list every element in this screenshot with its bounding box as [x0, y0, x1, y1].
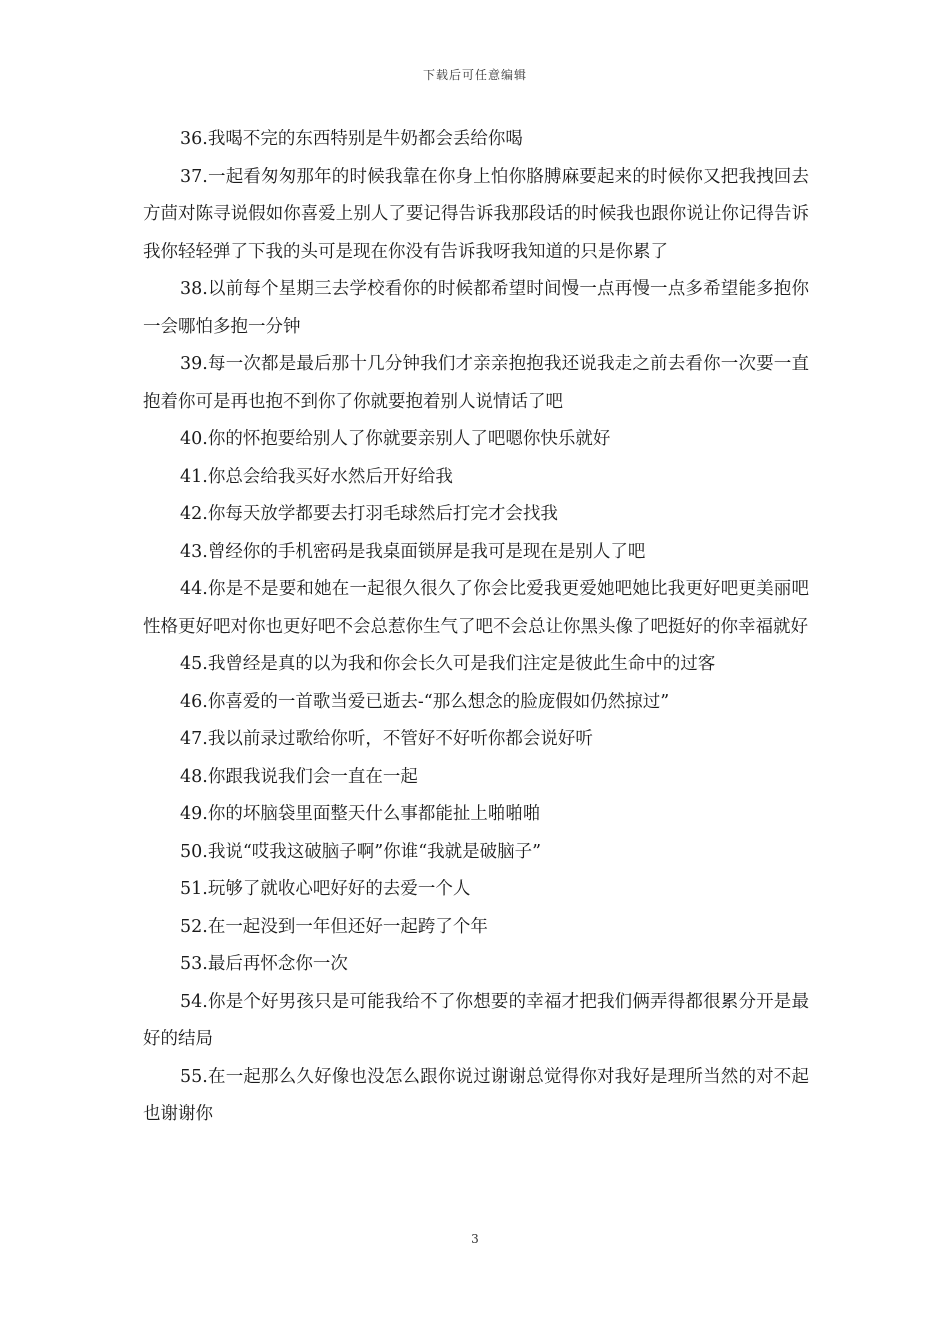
paragraph-54: 54.你是个好男孩只是可能我给不了你想要的幸福才把我们俩弄得都很累分开是最好的结局 — [143, 991, 809, 1049]
page-number: 3 — [471, 1232, 479, 1246]
paragraph-45: 45.我曾经是真的以为我和你会长久可是我们注定是彼此生命中的过客 — [180, 654, 716, 674]
paragraph-43: 43.曾经你的手机密码是我桌面锁屏是我可是现在是别人了吧 — [180, 541, 646, 562]
paragraph-50: 50.我说“哎我这破脑子啊”你谁“我就是破脑子” — [180, 841, 542, 862]
paragraph-38: 38.以前每个星期三去学校看你的时候都希望时间慢一点再慢一点多希望能多抱你一会哪怕多抱一分钟 — [143, 279, 809, 337]
paragraph-49: 49.你的坏脑袋里面整天什么事都能扯上啪啪啪 — [180, 804, 541, 824]
paragraph-55: 55.在一起那么久好像也没怎么跟你说过谢谢总觉得你对我好是理所当然的对不起也谢谢你 — [143, 1066, 809, 1124]
paragraph-42: 42.你每天放学都要去打羽毛球然后打完才会找我 — [180, 504, 558, 524]
paragraph-52: 52.在一起没到一年但还好一起跨了个年 — [180, 916, 488, 937]
paragraph-47: 47.我以前录过歌给你听，不管好不好听你都会说好听 — [180, 729, 593, 749]
paragraph-40: 40.你的怀抱要给别人了你就要亲别人了吧嗯你快乐就好 — [180, 429, 611, 449]
paragraph-41: 41.你总会给我买好水然后开好给我 — [180, 466, 453, 487]
paragraph-53: 53.最后再怀念你一次 — [180, 954, 348, 974]
paragraph-48: 48.你跟我说我们会一直在一起 — [180, 766, 418, 787]
paragraph-51: 51.玩够了就收心吧好好的去爱一个人 — [180, 879, 471, 899]
paragraph-44: 44.你是不是要和她在一起很久很久了你会比爱我更爱她吧她比我更好吧更美丽吧性格更好吧对你也更好吧不会总惹你生气了吧不会总让你黑头像了吧挺好的你幸福就好 — [143, 579, 809, 637]
document-body — [143, 121, 809, 1134]
paragraph-46: 46.你喜爱的一首歌当爱已逝去-“那么想念的脸庞假如仍然掠过” — [180, 691, 670, 712]
paragraph-37: 37.一起看匆匆那年的时候我靠在你身上怕你胳膊麻要起来的时候你又把我拽回去方茴对陈寻说假如你喜爱上别人了要记得告诉我那段话的时候我也跟你说让你记得告诉我你轻轻弹了下我的头可是现在你没有告诉我呀我知道的只是你累了 — [143, 166, 809, 262]
page-header: 下载后可任意编辑 — [422, 68, 527, 82]
paragraph-36: 36.我喝不完的东西特别是牛奶都会丢给你喝 — [180, 129, 523, 149]
paragraph-39: 39.每一次都是最后那十几分钟我们才亲亲抱抱我还说我走之前去看你一次要一直抱着你可是再也抱不到你了你就要抱着别人说情话了吧 — [143, 354, 809, 412]
